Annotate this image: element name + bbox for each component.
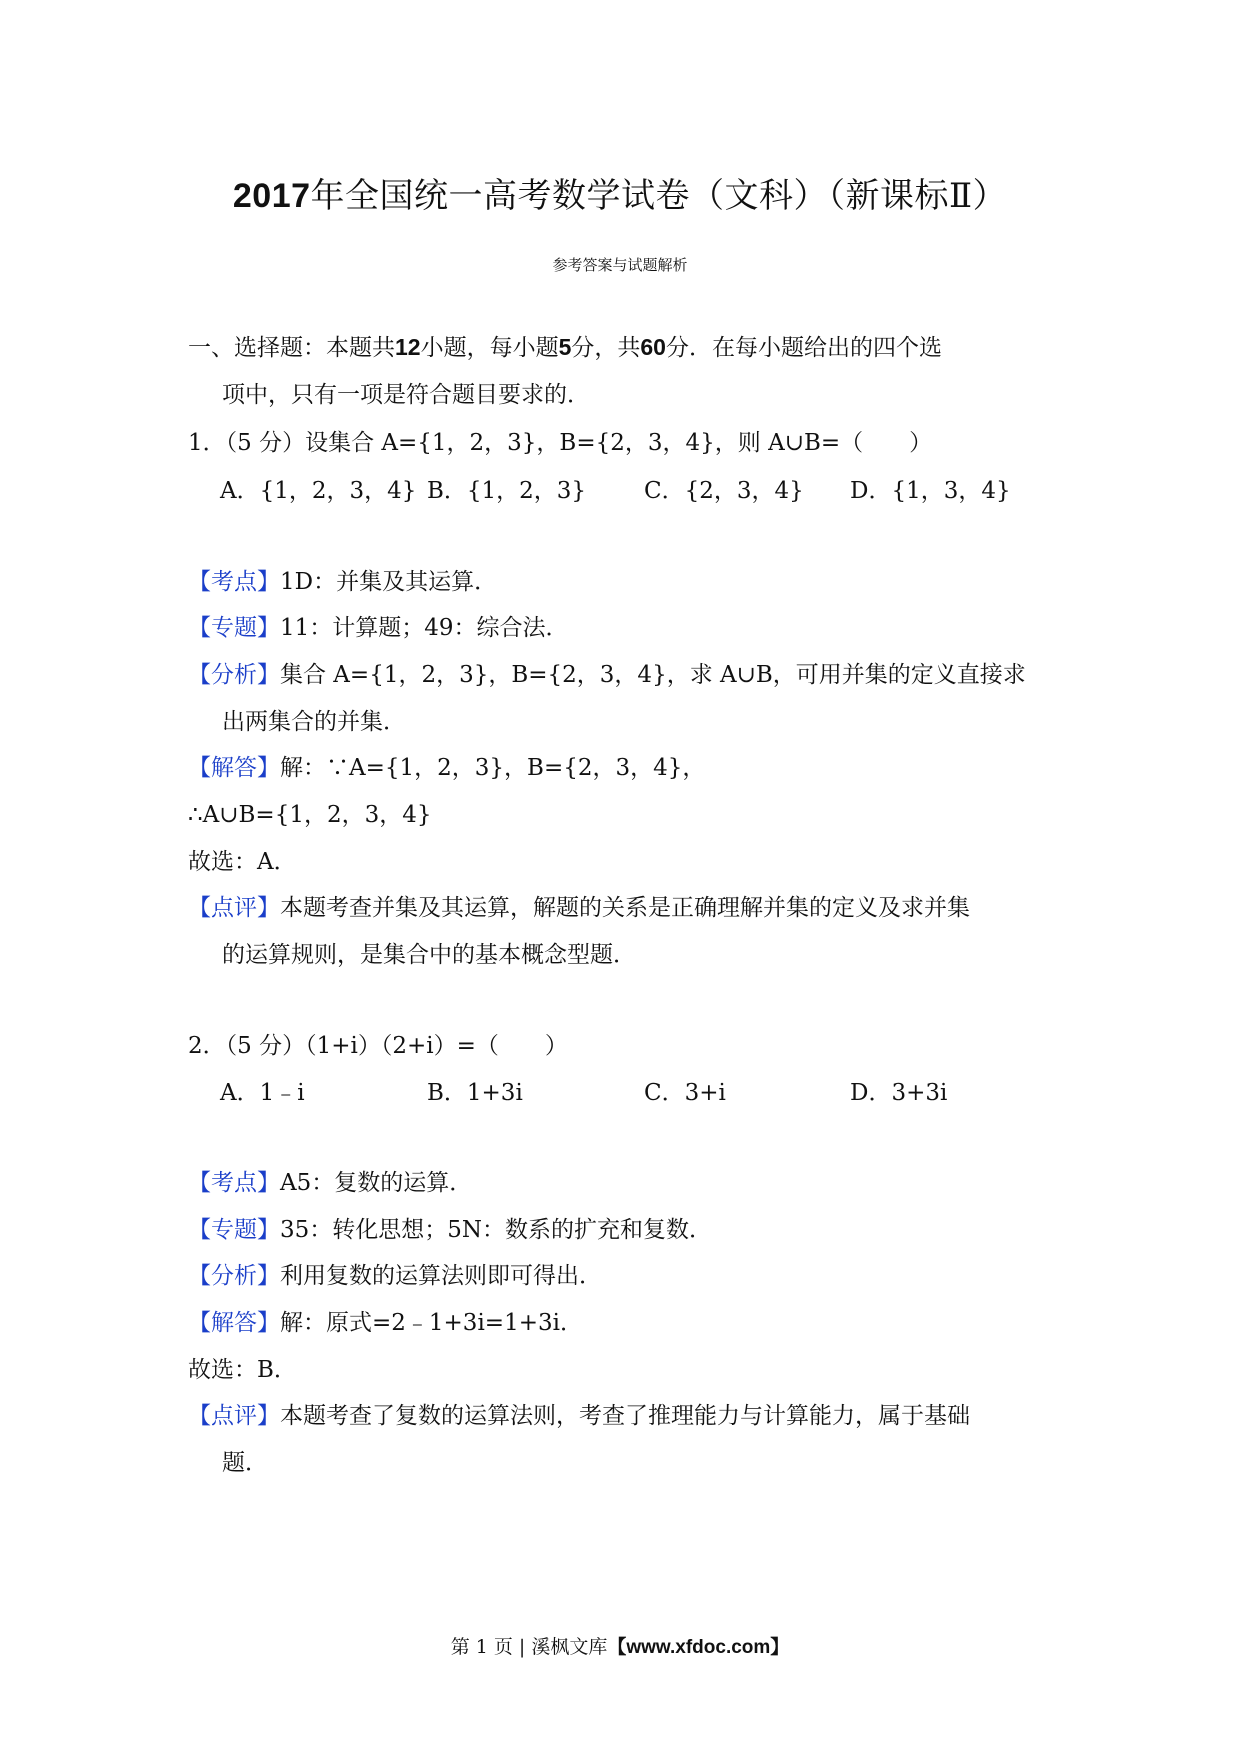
section-heading-line2: 项中，只有一项是符合题目要求的．: [222, 382, 590, 408]
page-subtitle: 参考答案与试题解析: [552, 256, 688, 274]
q1-dianping-cont: 的运算规则，是集合中的基本概念型题．: [222, 942, 636, 968]
page-title: [0, 168, 1240, 217]
q1-kaodian: 【考点】1D：并集及其运算．: [188, 569, 498, 595]
q1-fenxi: 【分析】集合 A={1，2，3}，B={2，3，4}，求 A∪B，可用并集的定义直接求: [188, 662, 1026, 688]
q1-option-b: B．{1，2，3}: [427, 478, 587, 504]
q1-stem: 1．（5 分）设集合 A={1，2，3}，B={2，3，4}，则 A∪B=（ ）: [188, 430, 933, 456]
page-footer: [0, 1632, 1240, 1659]
q2-dianping-cont: 题．: [222, 1450, 268, 1476]
footer-page: 第 1 页 | 溪枫文库: [450, 1636, 608, 1658]
q2-option-a: A．1﹣i: [220, 1080, 305, 1106]
q2-stem: 2．（5 分）（1+i）（2+i）=（ ）: [188, 1033, 568, 1059]
title-year: 2017: [232, 177, 311, 215]
q1-jieda: 【解答】解：∵A={1，2，3}，B={2，3，4}，: [188, 755, 706, 781]
q2-option-d: D．3+3i: [850, 1080, 948, 1106]
q1-answer: 故选：A．: [188, 849, 297, 875]
section-heading-line1: 一、选择题：本题共12小题，每小题5分，共60分．在每小题给出的四个选: [188, 334, 942, 361]
q1-option-d: D．{1，3，4}: [850, 478, 1011, 504]
q2-option-b: B．1+3i: [427, 1080, 523, 1106]
q2-zhuanti: 【专题】35：转化思想；5N：数系的扩充和复数．: [188, 1217, 713, 1243]
q2-option-c: C．3+i: [644, 1080, 726, 1106]
q1-jieda-line2: ∴A∪B={1，2，3，4}: [188, 802, 432, 828]
q1-dianping: 【点评】本题考查并集及其运算，解题的关系是正确理解并集的定义及求并集: [188, 895, 970, 921]
q1-option-c: C．{2，3，4}: [644, 478, 804, 504]
q1-option-a: A．{1，2，3，4}: [220, 478, 417, 504]
title-text: 年全国统一高考数学试卷（文科）（新课标Ⅱ）: [310, 176, 1008, 216]
q2-fenxi: 【分析】利用复数的运算法则即可得出．: [188, 1263, 602, 1289]
footer-url[interactable]: 【www.xfdoc.com】: [607, 1637, 790, 1658]
q2-dianping: 【点评】本题考查了复数的运算法则，考查了推理能力与计算能力，属于基础: [188, 1403, 970, 1429]
q1-zhuanti: 【专题】11：计算题；49：综合法．: [188, 615, 569, 641]
q2-kaodian: 【考点】A5：复数的运算．: [188, 1170, 473, 1196]
q2-answer: 故选：B．: [188, 1357, 297, 1383]
q2-jieda: 【解答】解：原式=2﹣1+3i=1+3i．: [188, 1310, 583, 1336]
q1-fenxi-cont: 出两集合的并集．: [222, 709, 406, 735]
